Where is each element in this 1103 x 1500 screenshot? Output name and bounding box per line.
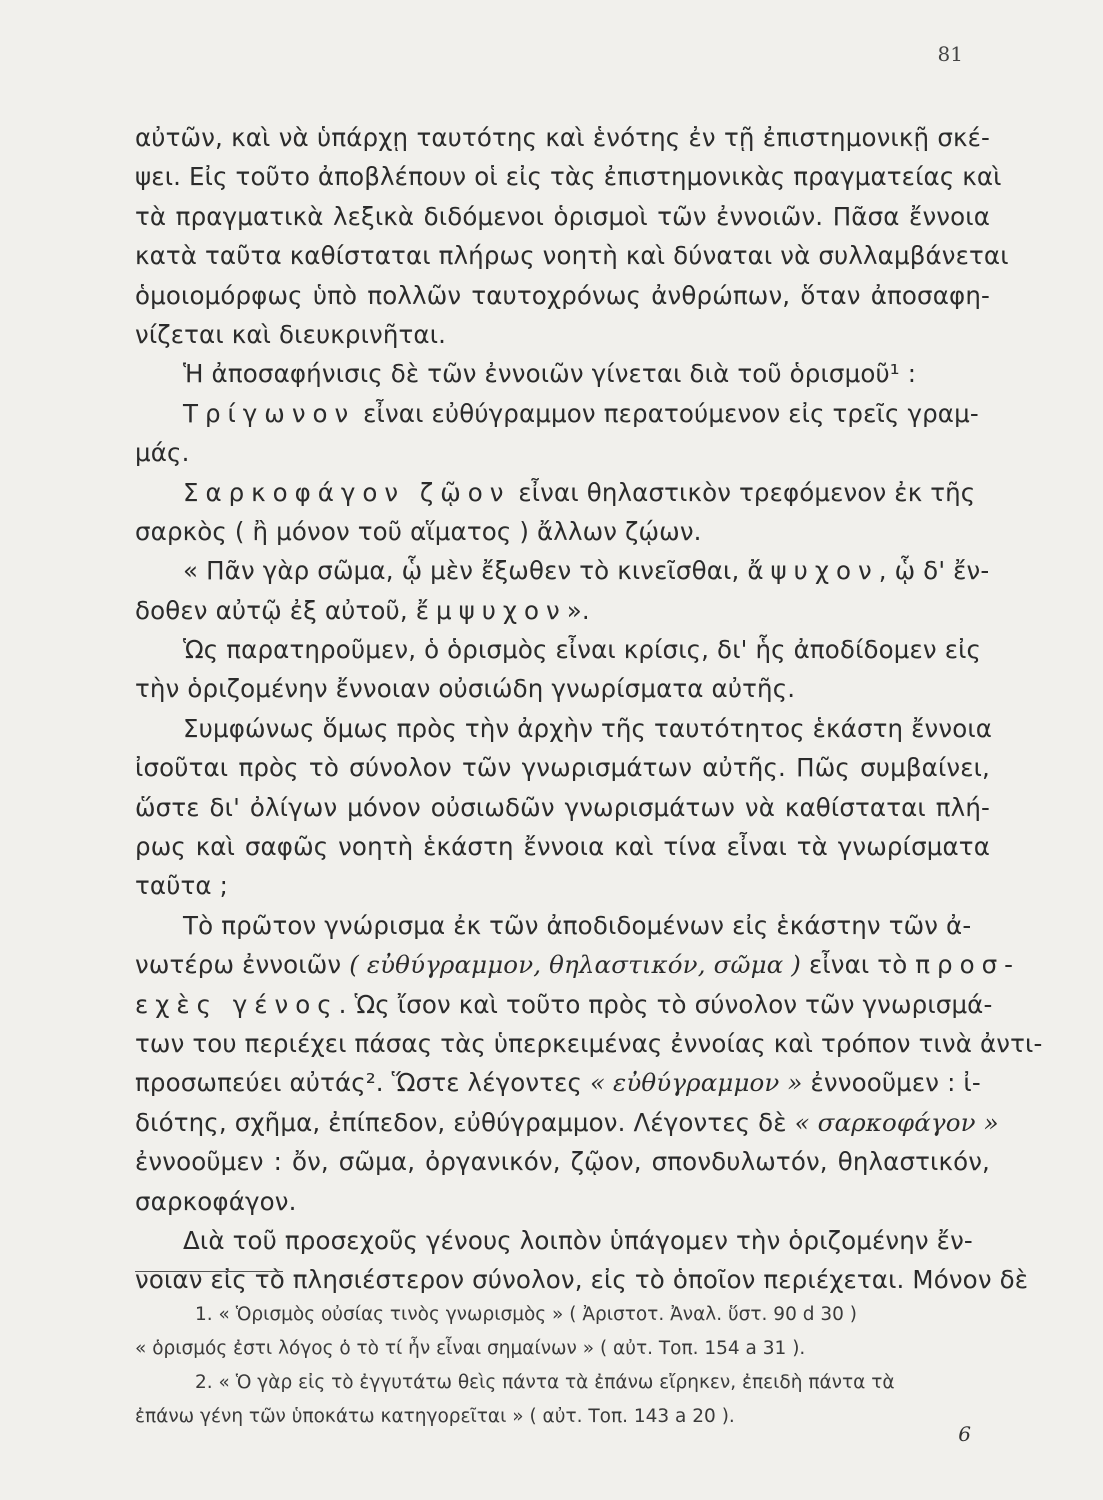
- footnote-2: 2. « Ὁ γὰρ εἰς τὸ ἐγγυτάτω θεὶς πάντα τὰ ἐπάνω εἴρηκεν, ἐπειδὴ πάντα τὰ: [195, 1372, 895, 1393]
- line-part: προσωπεύει αὐτάς². Ὥστε λέγοντες: [135, 1068, 590, 1098]
- signature-mark: 6: [958, 1422, 971, 1446]
- definition-text: εἶναι θηλαστικὸν τρεφόμενον ἐκ τῆς: [510, 477, 976, 507]
- text-line: ψει. Εἰς τοῦτο ἀποβλέπουν οἱ εἰς τὰς ἐπιστημονικὰς πραγματείας καὶ: [135, 162, 1002, 192]
- text-line: Τὸ πρῶτον γνώρισμα ἐκ τῶν ἀποδιδομένων εἰς ἑκάστην τῶν ἀ-: [183, 910, 972, 940]
- text-line: Ὡς παρατηροῦμεν, ὁ ὁρισμὸς εἶναι κρίσις, δι' ἧς ἀποδίδομεν εἰς: [183, 635, 982, 665]
- text-line: τὰ πραγματικὰ λεξικὰ διδόμενοι ὁρισμοὶ τῶν ἐννοιῶν. Πᾶσα ἔννοια: [135, 201, 990, 231]
- footnote-divider: [135, 1271, 283, 1272]
- text-line: [135, 985, 993, 1024]
- line-part: ἐννοοῦμεν : ἰ-: [802, 1068, 981, 1098]
- quote-text: , ᾧ δ' ἔν-: [878, 556, 990, 586]
- spaced-term-apsychon: ἄψυχον: [747, 556, 879, 586]
- text-line: σαρκοφάγον.: [135, 1186, 297, 1216]
- text-line: Ἡ ἀποσαφήνισις δὲ τῶν ἐννοιῶν γίνεται διὰ τοῦ ὁρισμοῦ¹ :: [183, 359, 917, 389]
- text-line: [135, 1063, 990, 1102]
- italic-term: « εὐθύγραμμον »: [589, 1068, 803, 1098]
- text-line: αὐτῶν, καὶ νὰ ὑπάρχῃ ταυτότης καὶ ἑνότης ἐν τῇ ἐπιστημονικῇ σκέ-: [135, 123, 990, 152]
- definition-line-triangle: [135, 394, 990, 433]
- italic-examples: ( εὐθύγραμμον, θηλαστικόν, σῶμα ): [349, 950, 802, 980]
- quote-text: « Πᾶν γὰρ σῶμα, ᾧ μὲν ἔξωθεν τὸ κινεῖσθαι,: [183, 556, 748, 586]
- spaced-term-triangle: Τρίγωνον: [183, 398, 356, 428]
- text-line: ἰσοῦται πρὸς τὸ σύνολον τῶν γνωρισμάτων αὐτῆς. Πῶς συμβαίνει,: [135, 753, 990, 783]
- quote-text: ».: [566, 595, 590, 625]
- line-part: νωτέρω ἐννοιῶν: [135, 950, 350, 980]
- text-line: νίζεται καὶ διευκρινῆται.: [135, 319, 447, 349]
- text-line: ὁμοιομόρφως ὑπὸ πολλῶν ταυτοχρόνως ἀνθρώπων, ὅταν ἀποσαφη-: [135, 280, 990, 310]
- text-line: [135, 1103, 999, 1142]
- footnote-1-continued: « ὁρισμός ἐστι λόγος ὁ τὸ τί ἦν εἶναι σημαίνων » ( αὐτ. Τοπ. 154 a 31 ).: [135, 1338, 806, 1359]
- line-part: εἶναι τὸ: [801, 950, 916, 980]
- footnote-2-continued: ἐπάνω γένη τῶν ὑποκάτω κατηγορεῖται » ( αὐτ. Τοπ. 143 a 20 ).: [135, 1406, 735, 1427]
- text-line: ρως καὶ σαφῶς νοητὴ ἑκάστη ἔννοια καὶ τίνα εἶναι τὰ γνωρίσματα: [135, 832, 990, 862]
- line-part: διότης, σχῆμα, ἐπίπεδον, εὐθύγραμμον. Λέγοντες δὲ: [135, 1107, 795, 1137]
- footnote-1: 1. « Ὁρισμὸς οὐσίας τινὸς γνωρισμὸς » ( Ἀριστοτ. Ἀναλ. ὕστ. 90 d 30 ): [195, 1304, 857, 1325]
- spaced-term-proximate: προσ-: [915, 950, 1020, 980]
- spaced-term-empsychon: ἔμψυχον: [415, 595, 567, 625]
- spaced-term-genus: εχὲς γένος: [135, 989, 339, 1019]
- text-line: των του περιέχει πάσας τὰς ὑπερκειμένας ἐννοίας καὶ τρόπον τινὰ ἀντι-: [135, 1028, 1043, 1058]
- text-line: ὥστε δι' ὀλίγων μόνον οὐσιωδῶν γνωρισμάτων νὰ καθίσταται πλή-: [135, 792, 990, 822]
- spaced-term-carnivore: Σαρκοφάγον ζῷον: [183, 477, 511, 507]
- text-line: τὴν ὁριζομένην ἔννοιαν οὐσιώδη γνωρίσματα αὐτῆς.: [135, 674, 796, 704]
- definition-line-carnivore: [135, 473, 990, 512]
- text-line: μάς.: [135, 438, 190, 468]
- text-line: κατὰ ταῦτα καθίσταται πλήρως νοητὴ καὶ δύναται νὰ συλλαμβάνεται: [135, 241, 1009, 271]
- text-line: Διὰ τοῦ προσεχοῦς γένους λοιπὸν ὑπάγομεν τὴν ὁριζομένην ἔν-: [183, 1225, 973, 1255]
- text-line: ἐννοοῦμεν : ὄν, σῶμα, ὀργανικόν, ζῷον, σπονδυλωτόν, θηλαστικόν,: [135, 1147, 990, 1177]
- line-part: . Ὡς ἴσον καὶ τοῦτο πρὸς τὸ σύνολον τῶν γνωρισμά-: [338, 989, 993, 1019]
- page-number: 81: [937, 42, 963, 66]
- definition-text: εἶναι εὐθύγραμμον περατούμενον εἰς τρεῖς γραμ-: [355, 398, 979, 428]
- footnotes: [135, 1298, 1003, 1434]
- text-line: νοιαν εἰς τὸ πλησιέστερον σύνολον, εἰς τὸ ὁποῖον περιέχεται. Μόνον δὲ: [135, 1265, 1029, 1295]
- body-text: [135, 118, 1043, 1300]
- italic-term: « σαρκοφάγον »: [794, 1107, 999, 1137]
- text-line: ταῦτα ;: [135, 871, 229, 901]
- quote-line: [135, 551, 990, 590]
- text-line: σαρκὸς ( ἢ μόνον τοῦ αἵματος ) ἄλλων ζῴων.: [135, 516, 702, 546]
- text-line: Συμφώνως ὅμως πρὸς τὴν ἀρχὴν τῆς ταυτότητος ἑκάστη ἔννοια: [183, 713, 993, 743]
- quote-line: [135, 591, 990, 630]
- text-line: [135, 945, 1020, 984]
- quote-text: δοθεν αὐτῷ ἐξ αὐτοῦ,: [135, 595, 416, 625]
